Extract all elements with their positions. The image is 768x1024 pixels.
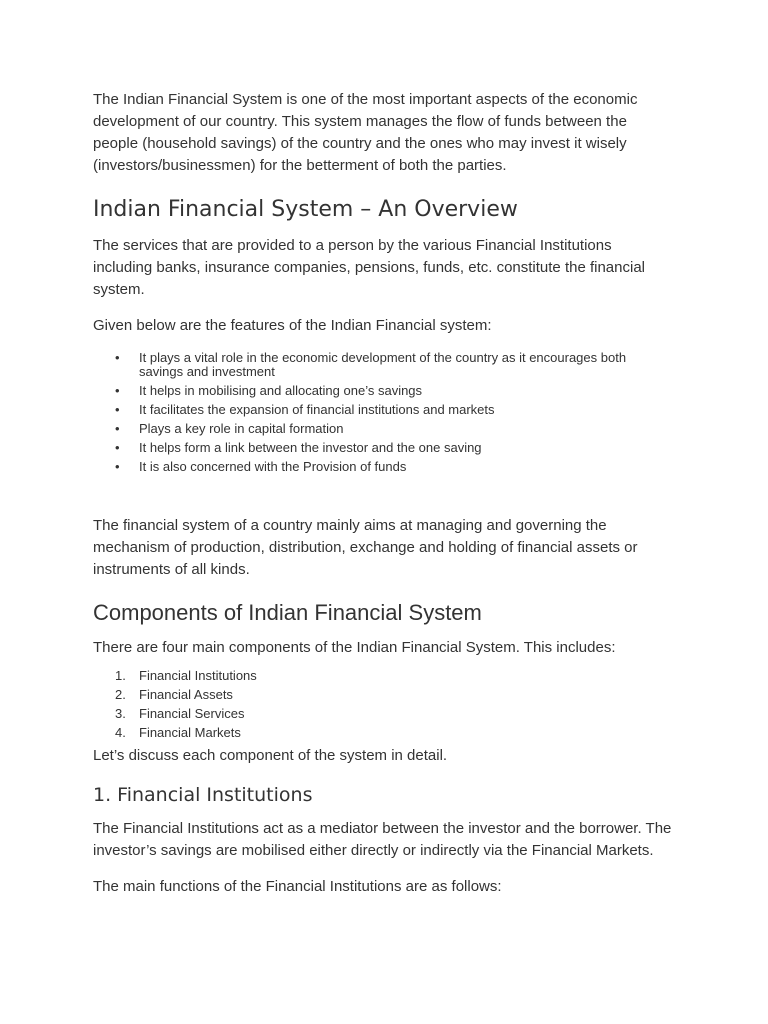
list-item: 3. Financial Services	[115, 706, 245, 721]
intro-paragraph: The Indian Financial System is one of the most important aspects of the economic development of our country. This system manages the flow of funds between the people (household savings) of the country and the ones who may invest it wisely (investors/businessmen) for the betterment of both the parties.	[93, 91, 638, 174]
list-item: 4. Financial Markets	[115, 725, 241, 740]
list-item: • It facilitates the expansion of financial institutions and markets	[93, 403, 673, 417]
components-list	[93, 669, 673, 740]
components-intro-paragraph: There are four main components of the Indian Financial System. This includes:	[93, 639, 616, 656]
features-list	[93, 351, 673, 474]
features-intro-paragraph: Given below are the features of the Indian Financial system:	[93, 317, 492, 334]
institutions-paragraph-1: The Financial Institutions act as a mediator between the investor and the borrower. The investor’s savings are mobilised either directly or indirectly via the Financial Markets.	[93, 820, 672, 859]
list-item: • It is also concerned with the Provision of funds	[93, 460, 673, 474]
list-item: • It helps in mobilising and allocating one’s savings	[93, 384, 673, 398]
components-outro-paragraph: Let’s discuss each component of the system in detail.	[93, 747, 448, 764]
institutions-paragraph-2: The main functions of the Financial Institutions are as follows:	[93, 878, 502, 895]
list-item: • Plays a key role in capital formation	[93, 422, 673, 436]
list-item: 2. Financial Assets	[115, 687, 233, 702]
list-item: • It helps form a link between the investor and the one saving	[93, 441, 673, 455]
institutions-heading: 1. Financial Institutions	[93, 784, 313, 806]
list-item: 1. Financial Institutions	[115, 668, 257, 683]
document-page	[93, 89, 673, 898]
components-heading: Components of Indian Financial System	[93, 600, 482, 625]
list-item: • It plays a vital role in the economic development of the country as it encourages both savings and investment	[93, 351, 673, 379]
overview-heading: Indian Financial System – An Overview	[93, 197, 518, 222]
overview-paragraph-3: The financial system of a country mainly aims at managing and governing the mechanism of production, distribution, exchange and holding of financial assets or instruments of all kinds.	[93, 517, 638, 578]
overview-paragraph-1: The services that are provided to a person by the various Financial Institutions including banks, insurance companies, pensions, funds, etc. constitute the financial system.	[93, 237, 645, 298]
